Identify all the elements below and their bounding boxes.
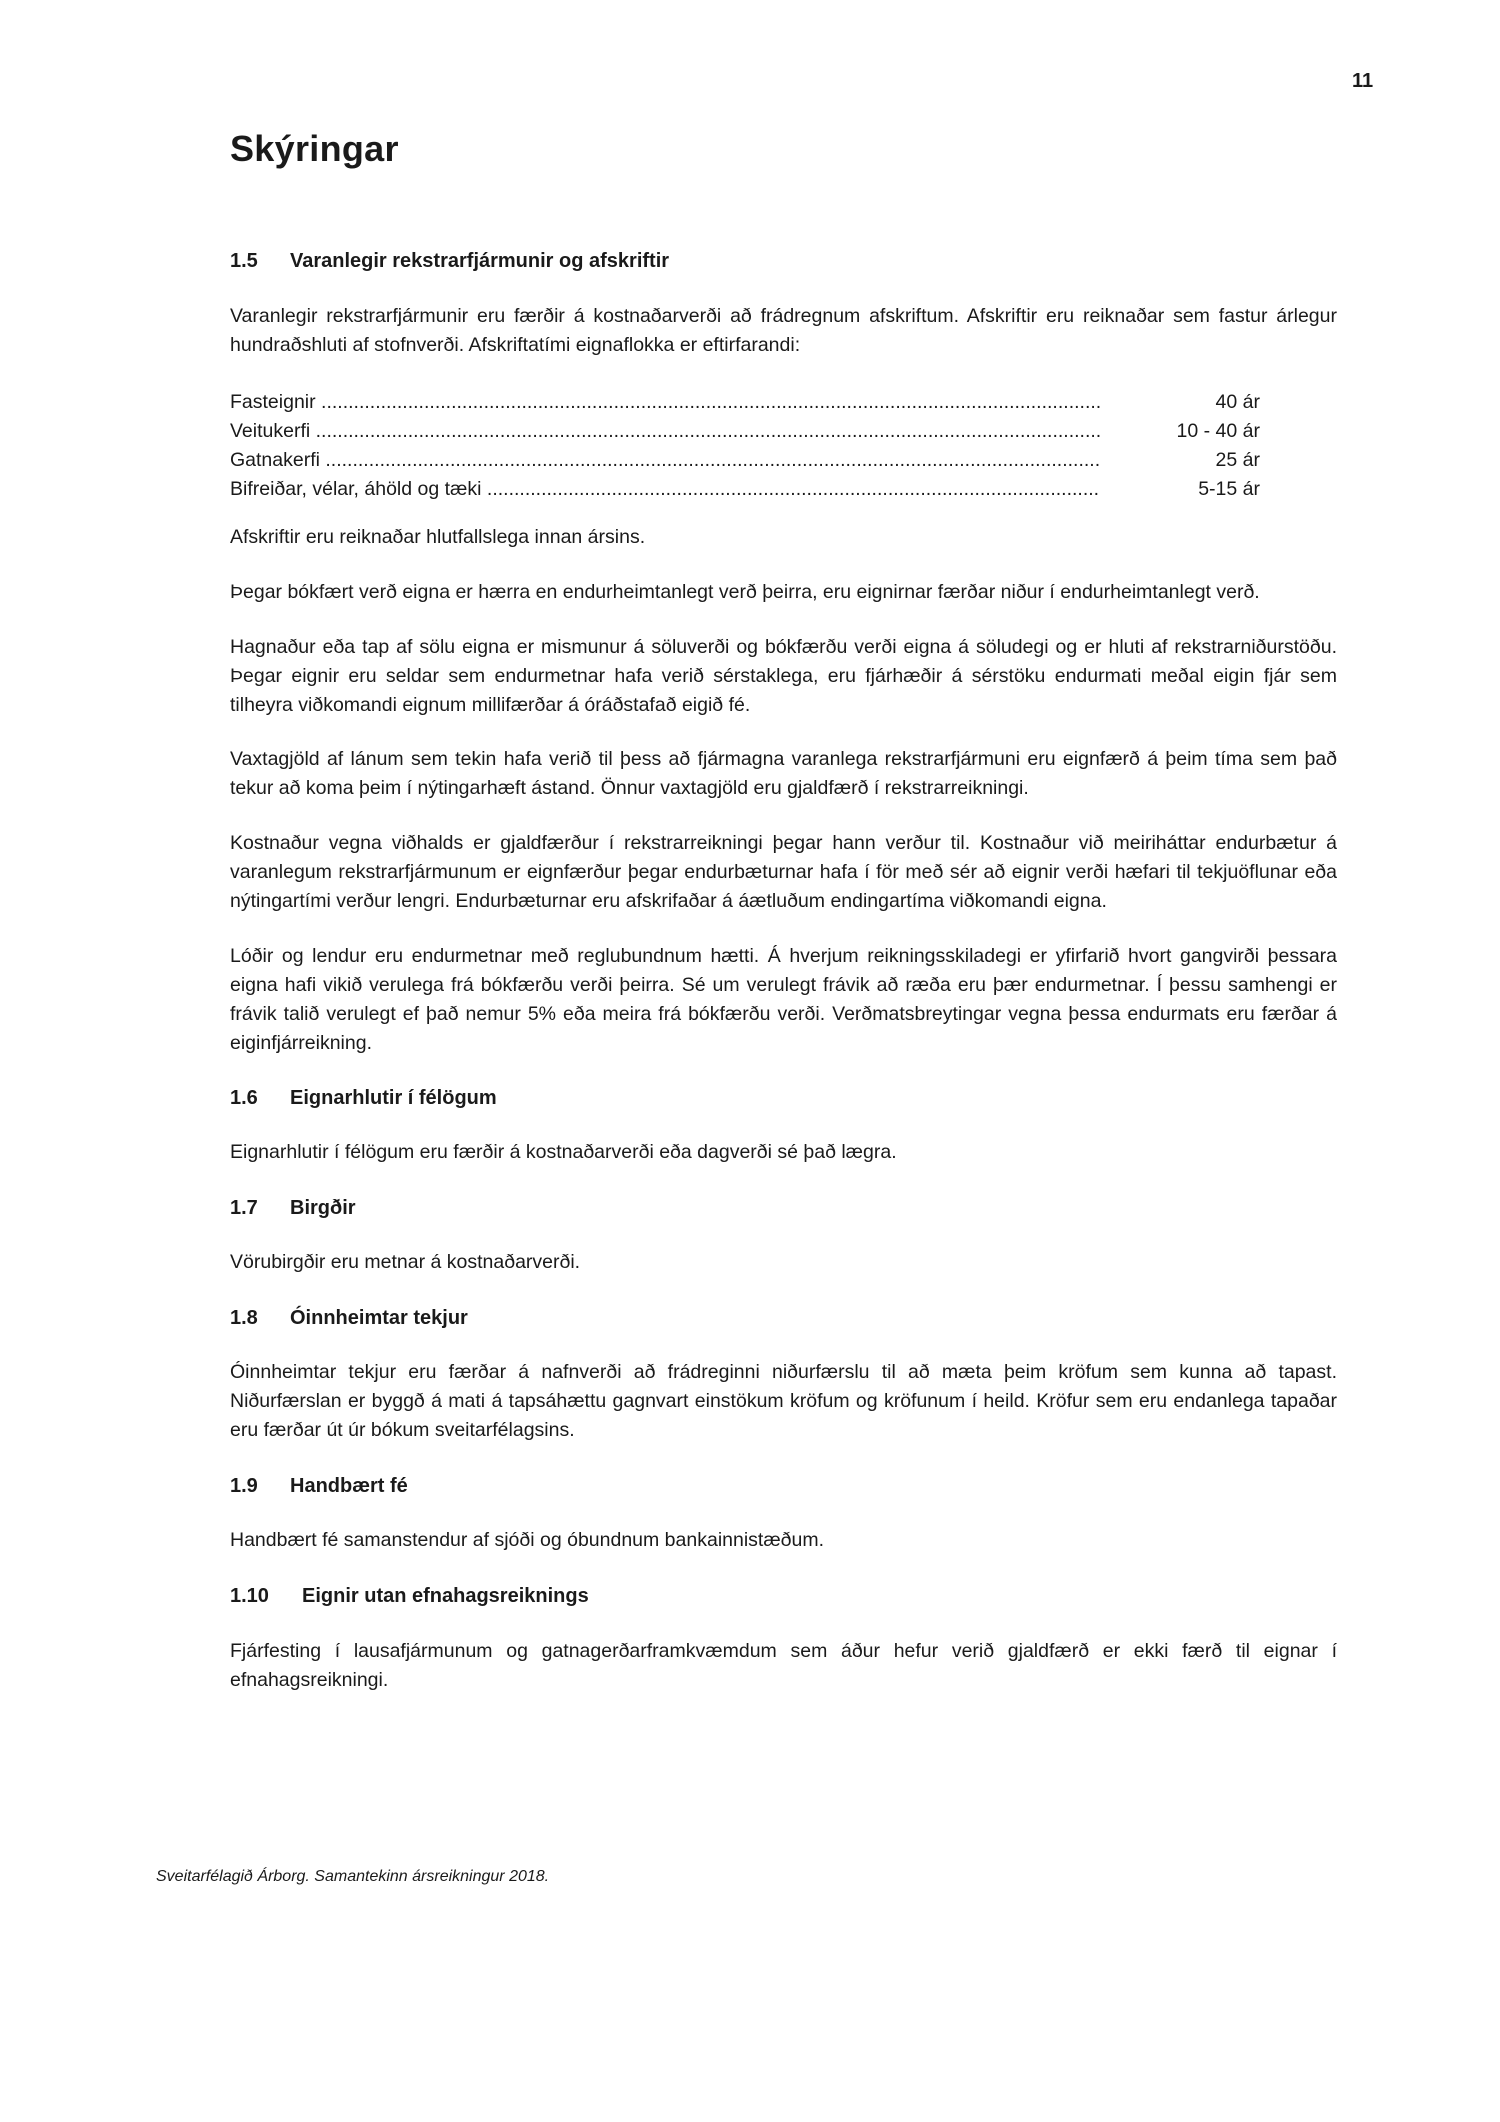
paragraph: Kostnaður vegna viðhalds er gjaldfærður í rekstrarreikningi þegar hann verður til. Kostnaður við meiriháttar endurbætur á varanlegum rekstrarfjármunum er eignfærður þegar endurbæturnar hafa í för með sér að eignir verði hæfari til tekjuöflunar eða nýtingartími verður lengri. Endurbæturnar eru afskrifaðar á áætluðum endingartíma viðkomandi eigna.	[230, 832, 1337, 912]
paragraph: Lóðir og lendur eru endurmetnar með reglubundnum hætti. Á hverjum reikningsskiladegi er yfirfarið hvort gangvirði þessara eigna hafi vikið verulega frá bókfærðu verði þeirra. Sé um verulegt frávik að ræða eru þær endurmetnar. Í þessu samhengi er frávik talið verulegt ef það nemur 5% eða meira frá bókfærðu verði. Verðmatsbreytingar vegna þessa endurmats eru færðar á eiginfjárreikning.	[230, 945, 1337, 1054]
paragraph: Fjárfesting í lausafjármunum og gatnagerðarframkvæmdum sem áður hefur verið gjaldfærð er ekki færð til eignar í efnahagsreikningi.	[230, 1640, 1337, 1691]
page-title: Skýringar	[230, 128, 399, 169]
schedule-value: 25 ár	[1100, 446, 1260, 475]
section-number: 1.5	[230, 250, 258, 272]
section-title: Birgðir	[290, 1197, 356, 1219]
schedule-row	[230, 388, 1280, 417]
section-title: Óinnheimtar tekjur	[290, 1307, 468, 1329]
paragraph: Óinnheimtar tekjur eru færðar á nafnverði að frádreginni niðurfærslu til að mæta þeim kröfum sem kunna að tapast. Niðurfærslan er byggð á mati á tapsáhættu gagnvart einstökum kröfum og kröfunum í heild. Kröfur sem eru endanlega tapaðar eru færðar út úr bókum sveitarfélagsins.	[230, 1361, 1337, 1441]
schedule-value: 40 ár	[1100, 388, 1260, 417]
schedule-value: 5-15 ár	[1100, 475, 1260, 504]
section-title: Handbært fé	[290, 1475, 408, 1497]
paragraph: Þegar bókfært verð eigna er hærra en endurheimtanlegt verð þeirra, eru eignirnar færðar niður í endurheimtanlegt verð.	[230, 581, 1260, 603]
schedule-label: Veitukerfi .....	[230, 417, 1150, 446]
section-heading-1-8	[230, 1307, 468, 1330]
paragraph: Eignarhlutir í félögum eru færðir á kostnaðarverði eða dagverði sé það lægra.	[230, 1141, 897, 1163]
section-heading-1-10	[230, 1585, 589, 1608]
schedule-label: Gatnakerfi .....	[230, 446, 1150, 475]
schedule-row	[230, 475, 1280, 504]
section-heading-1-6	[230, 1087, 497, 1110]
section-heading-1-7	[230, 1197, 356, 1220]
section-number: 1.6	[230, 1087, 258, 1109]
schedule-label: Fasteignir .....	[230, 388, 1150, 417]
paragraph: Vaxtagjöld af lánum sem tekin hafa verið til þess að fjármagna varanlega rekstrarfjármuni eru eignfærð á þeim tíma sem það tekur að koma þeim í nýtingarhæft ástand. Önnur vaxtagjöld eru gjaldfærð í rekstrarreikningi.	[230, 748, 1337, 799]
section-heading-1-5	[230, 250, 669, 273]
section-title: Eignarhlutir í félögum	[290, 1087, 497, 1109]
schedule-value: 10 - 40 ár	[1100, 417, 1260, 446]
section-number: 1.8	[230, 1307, 258, 1329]
section-number: 1.10	[230, 1585, 269, 1607]
section-title: Eignir utan efnahagsreiknings	[302, 1585, 589, 1607]
schedule-row	[230, 446, 1280, 475]
section-number: 1.9	[230, 1475, 258, 1497]
paragraph: Afskriftir eru reiknaðar hlutfallslega innan ársins.	[230, 526, 646, 548]
paragraph: Hagnaður eða tap af sölu eigna er mismunur á söluverði og bókfærðu verði eigna á söludegi og er hluti af rekstrarniðurstöðu. Þegar eignir eru seldar sem endurmetnar hafa verið sérstaklega, eru fjárhæðir á sérstöku endurmati meðal eigin fjár sem tilheyra viðkomandi eignum millifærðar á óráðstafað eigið fé.	[230, 636, 1337, 716]
schedule-row	[230, 417, 1280, 446]
paragraph: Vörubirgðir eru metnar á kostnaðarverði.	[230, 1251, 581, 1273]
schedule-label: Bifreiðar, vélar, áhöld og tæki .....	[230, 475, 1150, 504]
section-title: Varanlegir rekstrarfjármunir og afskriftir	[290, 250, 670, 272]
page-number: 11	[1352, 70, 1374, 92]
depreciation-schedule	[230, 388, 1280, 504]
paragraph-intro: Varanlegir rekstrarfjármunir eru færðir á kostnaðarverði að frádregnum afskriftum. Afskriftir eru reiknaðar sem fastur árlegur hundraðshluti af stofnverði. Afskriftatími eignaflokka er eftirfarandi:	[230, 305, 1337, 356]
page-footer: Sveitarfélagið Árborg. Samantekinn ársreikningur 2018.	[156, 1868, 550, 1885]
section-number: 1.7	[230, 1197, 258, 1219]
section-heading-1-9	[230, 1475, 408, 1498]
paragraph: Handbært fé samanstendur af sjóði og óbundnum bankainnistæðum.	[230, 1529, 825, 1551]
